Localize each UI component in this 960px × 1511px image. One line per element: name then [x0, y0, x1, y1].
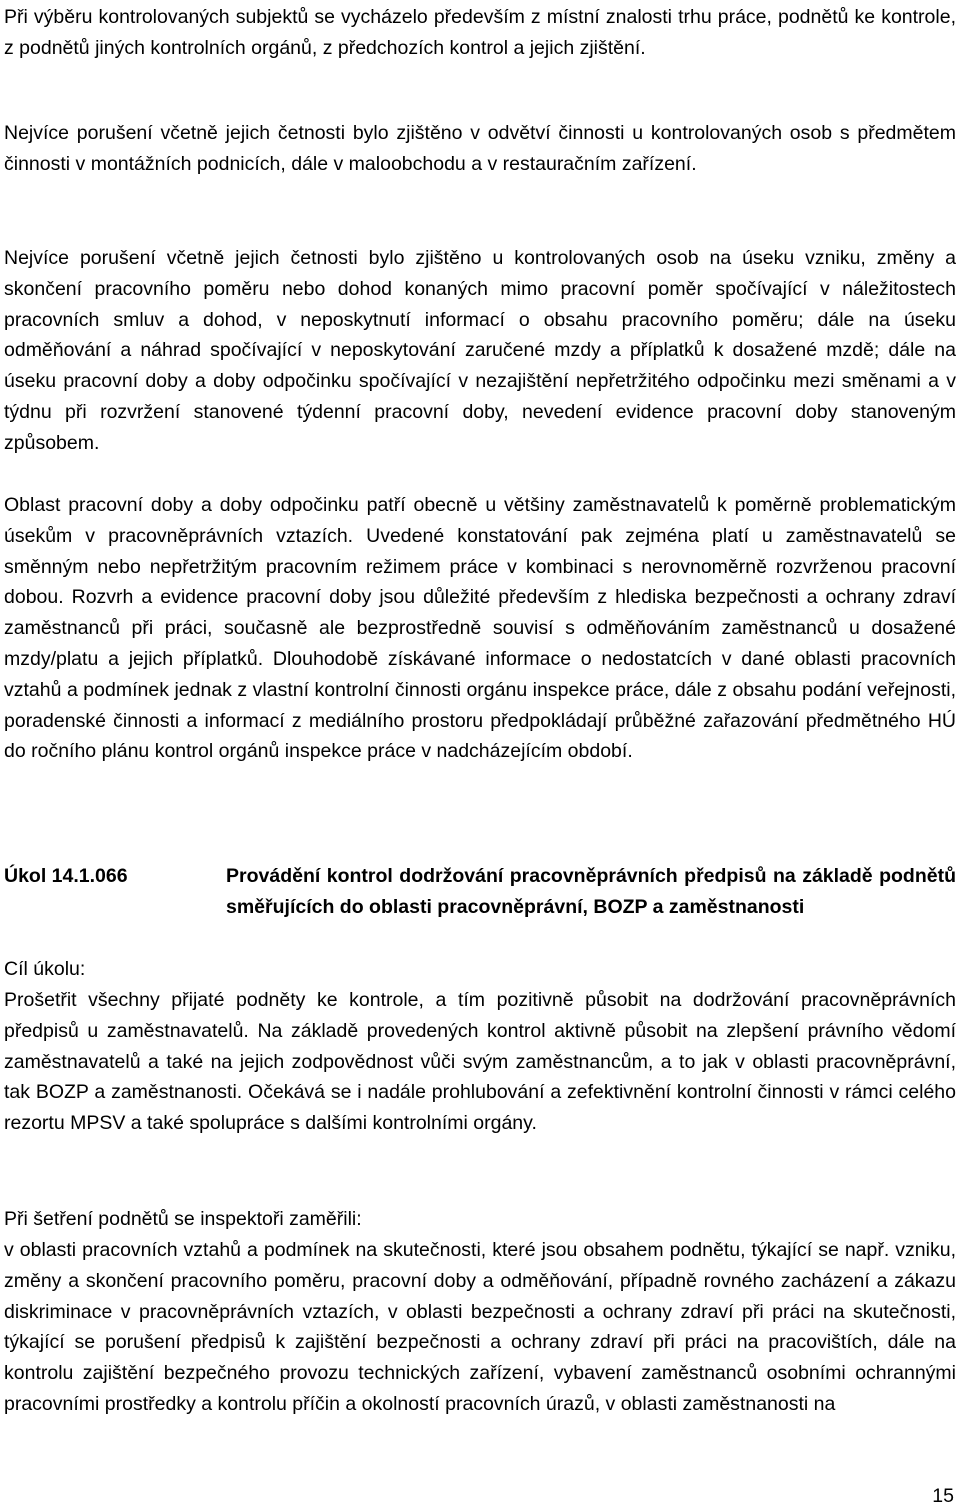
- task-title: Provádění kontrol dodržování pracovněprávních předpisů na základě podnětů směřujících do oblasti pracovněprávní, BOZP a zaměstnanosti: [226, 865, 956, 918]
- goal-label: Cíl úkolu:: [4, 958, 86, 980]
- paragraph-violation-sectors: Nejvíce porušení včetně jejich četnosti bylo zjištěno v odvětví činnosti u kontrolovaných osob s předmětem činnosti v montážních podnicích, dále v maloobchodu a v restauračním zařízení.: [4, 122, 956, 175]
- page-number: 15: [932, 1485, 954, 1507]
- investigation-label: Při šetření podnětů se inspektoři zaměřili:: [4, 1208, 362, 1230]
- investigation-text: v oblasti pracovních vztahů a podmínek na skutečnosti, které jsou obsahem podnětu, týkající se např. vzniku, změny a skončení pracovního poměru, pracovní doby a odměňování, případně rovného zacházení a zákazu diskriminace v pracovněprávních vztazích, v oblasti bezpečnosti a ochrany zdraví při práci na skutečnosti, týkající se porušení předpisů k zajištění bezpečnosti a ochrany zdraví při práci na pracovištích, dále na kontrolu zajištění bezpečného provozu technických zařízení, vybavení zaměstnanců osobními ochrannými pracovními prostředky a kontrolu příčin a okolností pracovních úrazů, v oblasti zaměstnanosti na: [4, 1239, 956, 1415]
- paragraph-working-time: Oblast pracovní doby a doby odpočinku patří obecně u většiny zaměstnavatelů k poměrně problematickým úsekům v pracovněprávních vztazích. Uvedené konstatování pak zejména platí u zaměstnavatelů se směnným nebo nepřetržitým pracovním režimem práce v kombinaci s nerovnoměrně rozvrženou pracovní dobou. Rozvrh a evidence pracovní doby jsou důležité především z hlediska bezpečnosti a ochrany zdraví zaměstnanců při práci, současně ale bezprostředně souvisí s odměňováním zaměstnanců u dosažené mzdy/platu a jejich příplatků. Dlouhodobě získávané informace o nedostatcích v dané oblasti pracovních vztahů a podmínek jednak z vlastní kontrolní činnosti orgánu inspekce práce, dále z obsahu podání veřejnosti, poradenské činnosti a informací z mediálního prostoru předpokládají průběžné zařazování předmětného HÚ do ročního plánu kontrol orgánů inspekce práce v nadcházejícím období.: [4, 494, 956, 763]
- task-number: Úkol 14.1.066: [4, 865, 128, 887]
- paragraph-violation-areas: Nejvíce porušení včetně jejich četnosti bylo zjištěno u kontrolovaných osob na úseku vzniku, změny a skončení pracovního poměru nebo dohod konaných mimo pracovní poměr spočívající v náležitostech pracovních smluv a dohod, v neposkytnutí informací o obsahu pracovního poměru; dále na úseku odměňování a náhrad spočívající v neposkytování zaručené mzdy a příplatků k dosažené mzdě; dále na úseku pracovní doby a doby odpočinku spočívající v nezajištění nepřetržitého odpočinku mezi směnami a v týdnu při rozvržení stanovené týdenní pracovní doby, nevedení evidence pracovní doby stanoveným způsobem.: [4, 247, 956, 454]
- goal-text: Prošetřit všechny přijaté podněty ke kontrole, a tím pozitivně působit na dodržování pracovněprávních předpisů u zaměstnavatelů. Na základě provedených kontrol aktivně působit na zlepšení právního vědomí zaměstnavatelů a také na jejich zodpovědnost vůči svým zaměstnancům, a to jak v oblasti pracovněprávní, tak BOZP a zaměstnanosti. Očekává se i nadále prohlubování a zefektivnění kontrolní činnosti v rámci celého rezortu MPSV a také spolupráce s dalšími kontrolními orgány.: [4, 989, 956, 1135]
- paragraph-subject-selection: Při výběru kontrolovaných subjektů se vycházelo především z místní znalosti trhu práce, podnětů ke kontrole, z podnětů jiných kontrolních orgánů, z předchozích kontrol a jejich zjištění.: [4, 6, 956, 59]
